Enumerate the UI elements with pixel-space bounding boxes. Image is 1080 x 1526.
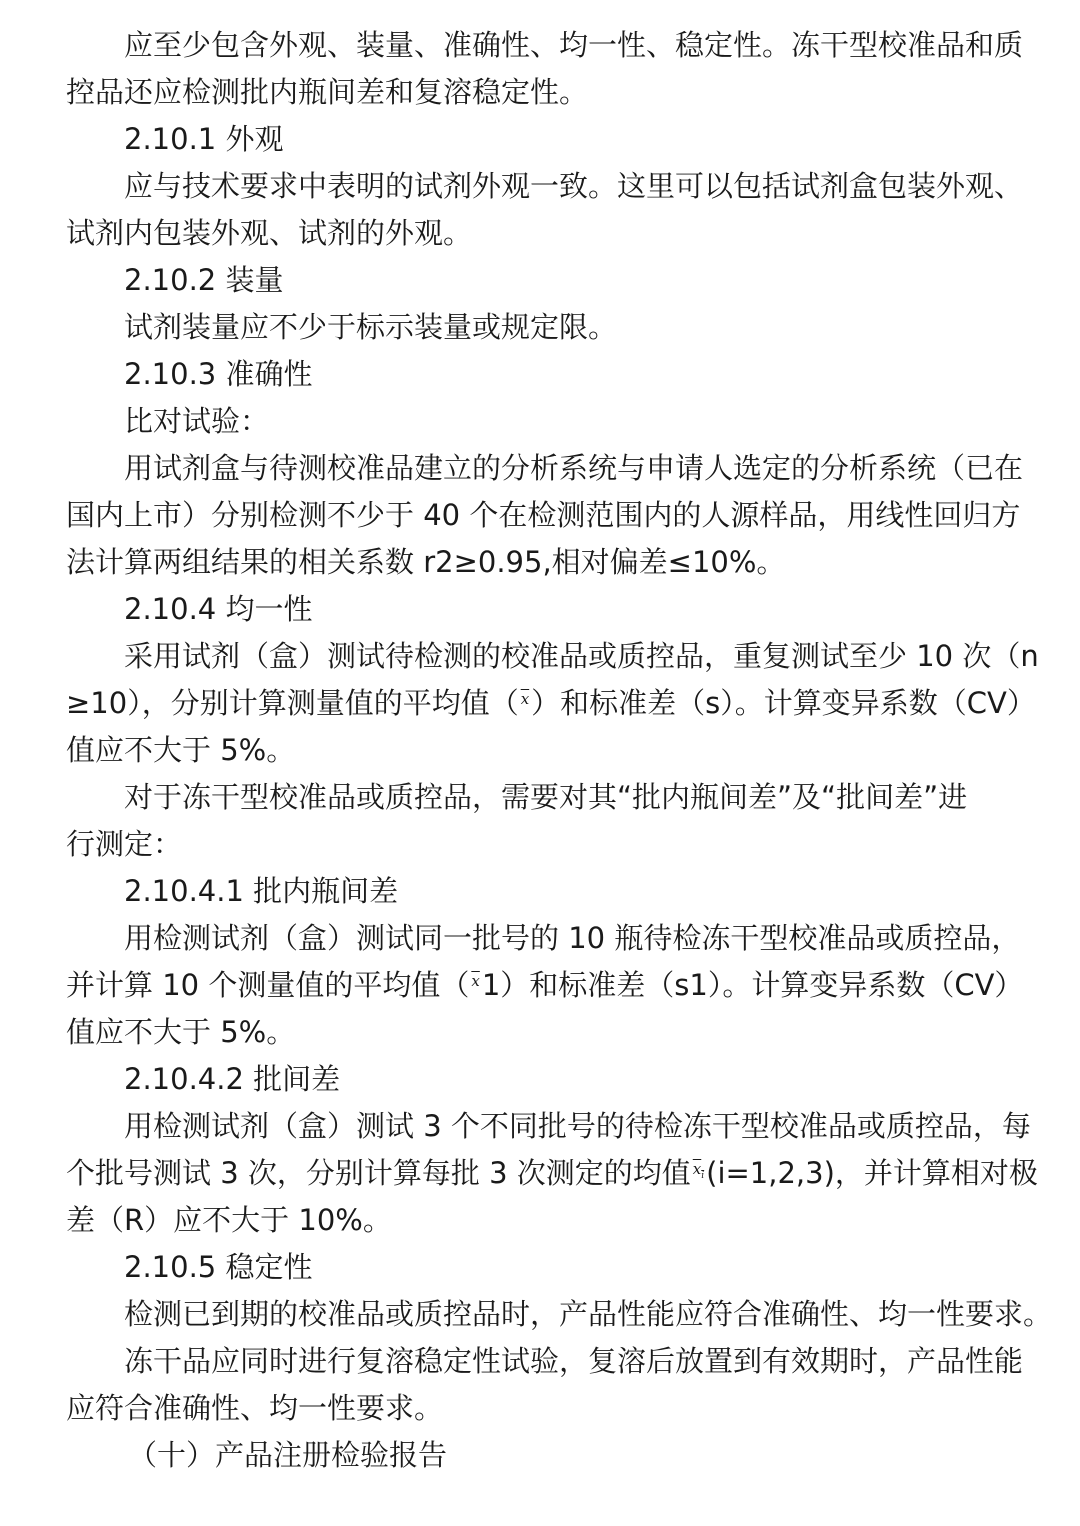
paragraph-line: 用检测试剂（盒）测试同一批号的 10 瓶待检冻干型校准品或质控品， bbox=[124, 921, 1021, 955]
paragraph-line: 用试剂盒与待测校准品建立的分析系统与申请人选定的分析系统（已在 bbox=[124, 451, 1024, 485]
paragraph-line bbox=[66, 680, 1036, 727]
line-text: 并计算 10 个测量值的平均值（ bbox=[66, 968, 470, 1002]
line-text: 个批号测试 3 次，分别计算每批 3 次测定的均值 bbox=[66, 1156, 691, 1190]
mean-symbol: $\overline{x}$ bbox=[471, 972, 480, 990]
paragraph-line: 值应不大于 5%。 bbox=[66, 733, 296, 767]
mean-symbol-subscript: i bbox=[701, 1171, 705, 1181]
paragraph-line: 控品还应检测批内瓶间差和复溶稳定性。 bbox=[66, 75, 589, 109]
line-text: ≥10），分别计算测量值的平均值（ bbox=[66, 686, 519, 720]
chapter-heading: （十）产品注册检验报告 bbox=[128, 1438, 448, 1472]
mean-symbol: $\overline{x}$ bbox=[520, 690, 530, 708]
paragraph-line: 行测定： bbox=[66, 827, 183, 861]
section-heading: 2.10.4.1 批内瓶间差 bbox=[124, 874, 399, 908]
section-heading: 2.10.2 装量 bbox=[124, 263, 284, 297]
paragraph-line: 采用试剂（盒）测试待检测的校准品或质控品，重复测试至少 10 次（n bbox=[124, 639, 1039, 673]
paragraph-line: 用检测试剂（盒）测试 3 个不同批号的待检冻干型校准品或质控品，每 bbox=[124, 1109, 1031, 1143]
paragraph-line: 法计算两组结果的相关系数 r2≥0.95,相对偏差≤10%。 bbox=[66, 545, 786, 579]
line-text: 1）和标准差（s1）。计算变异系数（CV） bbox=[481, 968, 1024, 1002]
section-heading: 2.10.4 均一性 bbox=[124, 592, 313, 626]
mean-symbol bbox=[693, 1146, 704, 1200]
paragraph-line: 冻干品应同时进行复溶稳定性试验，复溶后放置到有效期时，产品性能 bbox=[124, 1344, 1024, 1378]
paragraph-line: 应符合准确性、均一性要求。 bbox=[66, 1391, 444, 1425]
paragraph-line: 试剂装量应不少于标示装量或规定限。 bbox=[124, 310, 618, 344]
paragraph-line bbox=[66, 1150, 1038, 1197]
line-text: (i=1,2,3)，并计算相对极 bbox=[706, 1156, 1038, 1190]
paragraph-line: 差（R）应不大于 10%。 bbox=[66, 1203, 392, 1237]
paragraph-line: 检测已到期的校准品或质控品时，产品性能应符合准确性、均一性要求。 bbox=[124, 1297, 1053, 1331]
paragraph-line bbox=[66, 962, 1024, 1009]
line-text: ）和标准差（s）。计算变异系数（CV） bbox=[531, 686, 1036, 720]
section-heading: 2.10.4.2 批间差 bbox=[124, 1062, 341, 1096]
paragraph-line: 对于冻干型校准品或质控品，需要对其“批内瓶间差”及“批间差”进 bbox=[124, 780, 968, 814]
paragraph-line: 国内上市）分别检测不少于 40 个在检测范围内的人源样品，用线性回归方 bbox=[66, 498, 1021, 532]
mean-symbol-base: x bbox=[692, 1160, 702, 1178]
section-heading: 2.10.3 准确性 bbox=[124, 357, 313, 391]
paragraph-line: 应至少包含外观、装量、准确性、均一性、稳定性。冻干型校准品和质 bbox=[124, 28, 1024, 62]
paragraph-line: 比对试验： bbox=[124, 404, 270, 438]
paragraph-line: 应与技术要求中表明的试剂外观一致。这里可以包括试剂盒包装外观、 bbox=[124, 169, 1024, 203]
paragraph-line: 值应不大于 5%。 bbox=[66, 1015, 296, 1049]
paragraph-line: 试剂内包装外观、试剂的外观。 bbox=[66, 216, 473, 250]
section-heading: 2.10.1 外观 bbox=[124, 122, 284, 156]
section-heading: 2.10.5 稳定性 bbox=[124, 1250, 313, 1284]
